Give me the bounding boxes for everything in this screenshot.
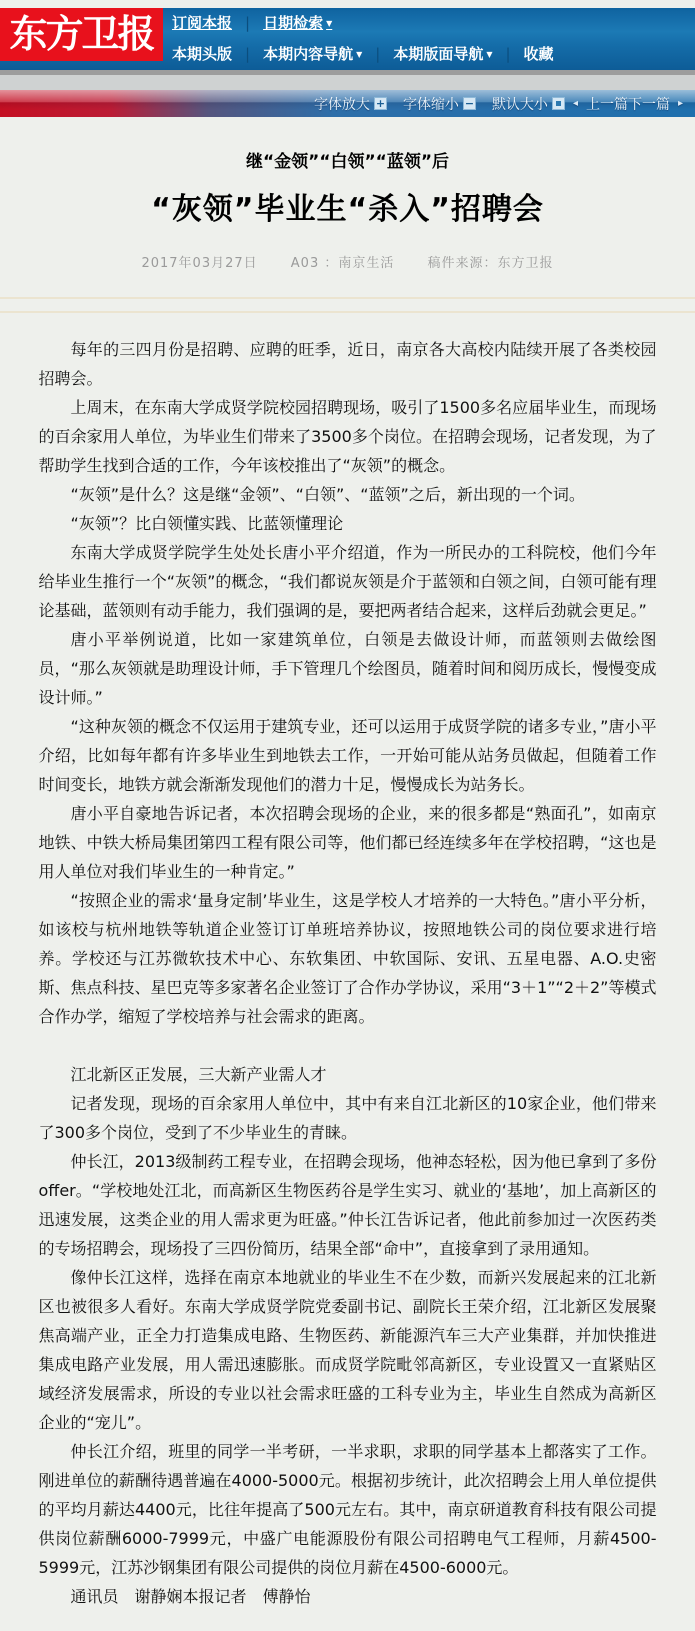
nav-separator: | [245, 44, 251, 63]
article-page-section: A03 ：南京生活 [290, 256, 395, 271]
article-paragraph: 像仲长江这样，选择在南京本地就业的毕业生不在少数，而新兴发展起来的江北新区也被很多人看好。东南大学成贤学院党委副书记、副院长王荣介绍，江北新区发展聚焦高端产业，正全力打造集成电路、生物医药、新能源汽车三大产业集群，并加快推进集成电路产业发展，用人需迅速膨胀。而成贤学院毗邻高新区，专业设置又一直紧贴区域经济发展需求，所设的专业以社会需求旺盛的工科专业为主，毕业生自然成为高新区企业的“宠儿”。 [38, 1268, 657, 1432]
article-paragraph: 唐小平自豪地告诉记者，本次招聘会现场的企业，来的很多都是“熟面孔”，如南京地铁、中铁大桥局集团第四工程有限公司等，他们都已经连续多年在学校招聘，“这也是用人单位对我们毕业生的一种肯定。” [38, 804, 657, 881]
article-paragraph: 江北新区正发展，三大新产业需人才 [70, 1065, 327, 1084]
plus-icon: + [375, 97, 386, 110]
chevron-down-icon: ▼ [326, 19, 333, 28]
article-paragraph: 仲长江，2013级制药工程专业，在招聘会现场，他神态轻松，因为他已拿到了多份offer。“学校地处江北，而高新区生物医药谷是学生实习、就业的‘基地’，加上高新区的迅速发展，这类企业的用人需求更为旺盛。”仲长江告诉记者，他此前参加过一次医药类的专场招聘会，现场投了三四份简历，结果全部“命中”，直接拿到了录用通知。 [38, 1152, 657, 1258]
font-default-label: 默认大小 [491, 96, 548, 113]
prev-next-label: 上一篇下一篇 [585, 96, 670, 113]
nav-row-bottom [172, 37, 695, 70]
chevron-down-icon: ▼ [486, 50, 493, 59]
nav-separator: | [375, 44, 381, 63]
article-paragraph: 东南大学成贤学院学生处处长唐小平介绍道，作为一所民办的工科院校，他们今年给毕业生推行一个“灰领”的概念，“我们都说灰领是介于蓝领和白领之间，白领可能有理论基础，蓝领则有动手能力，我们强调的是，要把两者结合起来，这样后劲就会更足。” [38, 543, 657, 620]
article-paragraph: 记者发现，现场的百余家用人单位中，其中有来自江北新区的10家企业，他们带来了300多个岗位，受到了不少毕业生的青睐。 [38, 1094, 657, 1142]
article-kicker: 继“金领”“白领”“蓝领”后 [245, 152, 450, 172]
article-meta [0, 252, 695, 271]
prev-article-arrow-icon[interactable]: ◂ [572, 98, 578, 109]
article-title: “灰领”毕业生“杀入”招聘会 [151, 192, 544, 227]
nav-separator: | [245, 13, 251, 32]
nav-content-guide-label: 本期内容导航 [263, 45, 354, 63]
article-paragraph: “灰领”？比白领懂实践、比蓝领懂理论 [70, 514, 344, 533]
chevron-down-icon: ▼ [356, 50, 363, 59]
article-paragraph: 唐小平举例说道，比如一家建筑单位，白领是去做设计师，而蓝领则去做绘图员，“那么灰领就是助理设计师，手下管理几个绘图员，随着时间和阅历成长，慢慢变成设计师。” [38, 630, 657, 707]
article-paragraph: 上周末，在东南大学成贤学院校园招聘现场，吸引了1500多名应届毕业生，而现场的百余家用人单位，为毕业生们带来了3500多个岗位。在招聘会现场，记者发现，为了帮助学生找到合适的工作，今年该校推出了“灰领”的概念。 [38, 398, 657, 475]
masthead [0, 8, 695, 70]
masthead-blue-band [0, 8, 695, 70]
article-paragraph: “按照企业的需求‘量身定制’毕业生，这是学校人才培养的一大特色。”唐小平分析，如该校与杭州地铁等轨道企业签订订单班培养协议，按照地铁公司的岗位要求进行培养。学校还与江苏微软技术中心、东软集团、中软国际、安讯、五星电器、A.O.史密斯、焦点科技、星巴克等多家著名企业签订了合作办学协议，采用“3＋1”“2＋2”等模式合作办学，缩短了学校培养与社会需求的距离。 [38, 891, 657, 1026]
nav-separator: | [505, 44, 511, 63]
header-rules [0, 297, 695, 313]
article-paragraph: “灰领”是什么？这是继“金领”、“白领”、“蓝领”之后，新出现的一个词。 [70, 485, 585, 504]
article-toolbar [0, 90, 695, 117]
nav-subscribe-link[interactable]: 订阅本报 [172, 14, 233, 32]
default-size-icon [552, 97, 565, 110]
article-paragraph: 每年的三四月份是招聘、应聘的旺季，近日，南京各大高校内陆续开展了各类校园招聘会。 [38, 340, 657, 388]
newspaper-logo: 东方卫报 [0, 8, 163, 61]
article-date: 2017年03月27日 [141, 256, 258, 271]
next-article-arrow-icon[interactable]: ▸ [677, 98, 683, 109]
article-source: 稿件来源：东方卫报 [427, 256, 554, 271]
article-body [39, 313, 657, 1582]
font-enlarge-button[interactable] [314, 94, 387, 114]
font-enlarge-label: 字体放大 [313, 96, 370, 113]
article-paragraph: “这种灰领的概念不仅运用于建筑专业，还可以运用于成贤学院的诸多专业，”唐小平介绍，比如每年都有许多毕业生到地铁去工作，一开始可能从站务员做起，但随着工作时间变长，地铁方就会渐渐发现他们的潜力十足，慢慢成长为站务长。 [38, 717, 657, 794]
nav-layout-guide-label: 本期版面导航 [393, 45, 484, 63]
nav-date-search-label: 日期检索 [263, 14, 324, 32]
font-shrink-label: 字体缩小 [402, 96, 459, 113]
main-nav [172, 8, 695, 70]
article-paragraph: 仲长江介绍，班里的同学一半考研，一半求职，求职的同学基本上都落实了工作。刚进单位的薪酬待遇普遍在4000-5000元。根据初步统计，此次招聘会上用人单位提供的平均月薪达4400元，比往年提高了500元左右。其中，南京研道教育科技有限公司提供岗位薪酬6000-7999元，中盛广电能源股份有限公司招聘电气工程师，月薪4500-5999元，江苏沙钢集团有限公司提供的岗位月薪在4500-6000元。 [38, 1442, 657, 1577]
nav-layout-guide-link[interactable] [393, 43, 492, 64]
gray-divider-light [0, 75, 695, 90]
article-byline: 通讯员 谢静娴本报记者 傅静怡 [70, 1587, 311, 1606]
nav-favorite-link[interactable]: 收藏 [523, 45, 554, 63]
article-content [0, 117, 695, 1631]
minus-icon: − [464, 97, 475, 110]
font-default-button[interactable] [492, 94, 565, 114]
nav-row-top [172, 8, 695, 37]
prev-next-article-button[interactable] [586, 94, 670, 114]
nav-front-page-link[interactable]: 本期头版 [172, 45, 233, 63]
font-shrink-button[interactable] [403, 94, 476, 114]
nav-content-guide-link[interactable] [263, 43, 362, 64]
nav-date-search-link[interactable] [263, 12, 332, 33]
